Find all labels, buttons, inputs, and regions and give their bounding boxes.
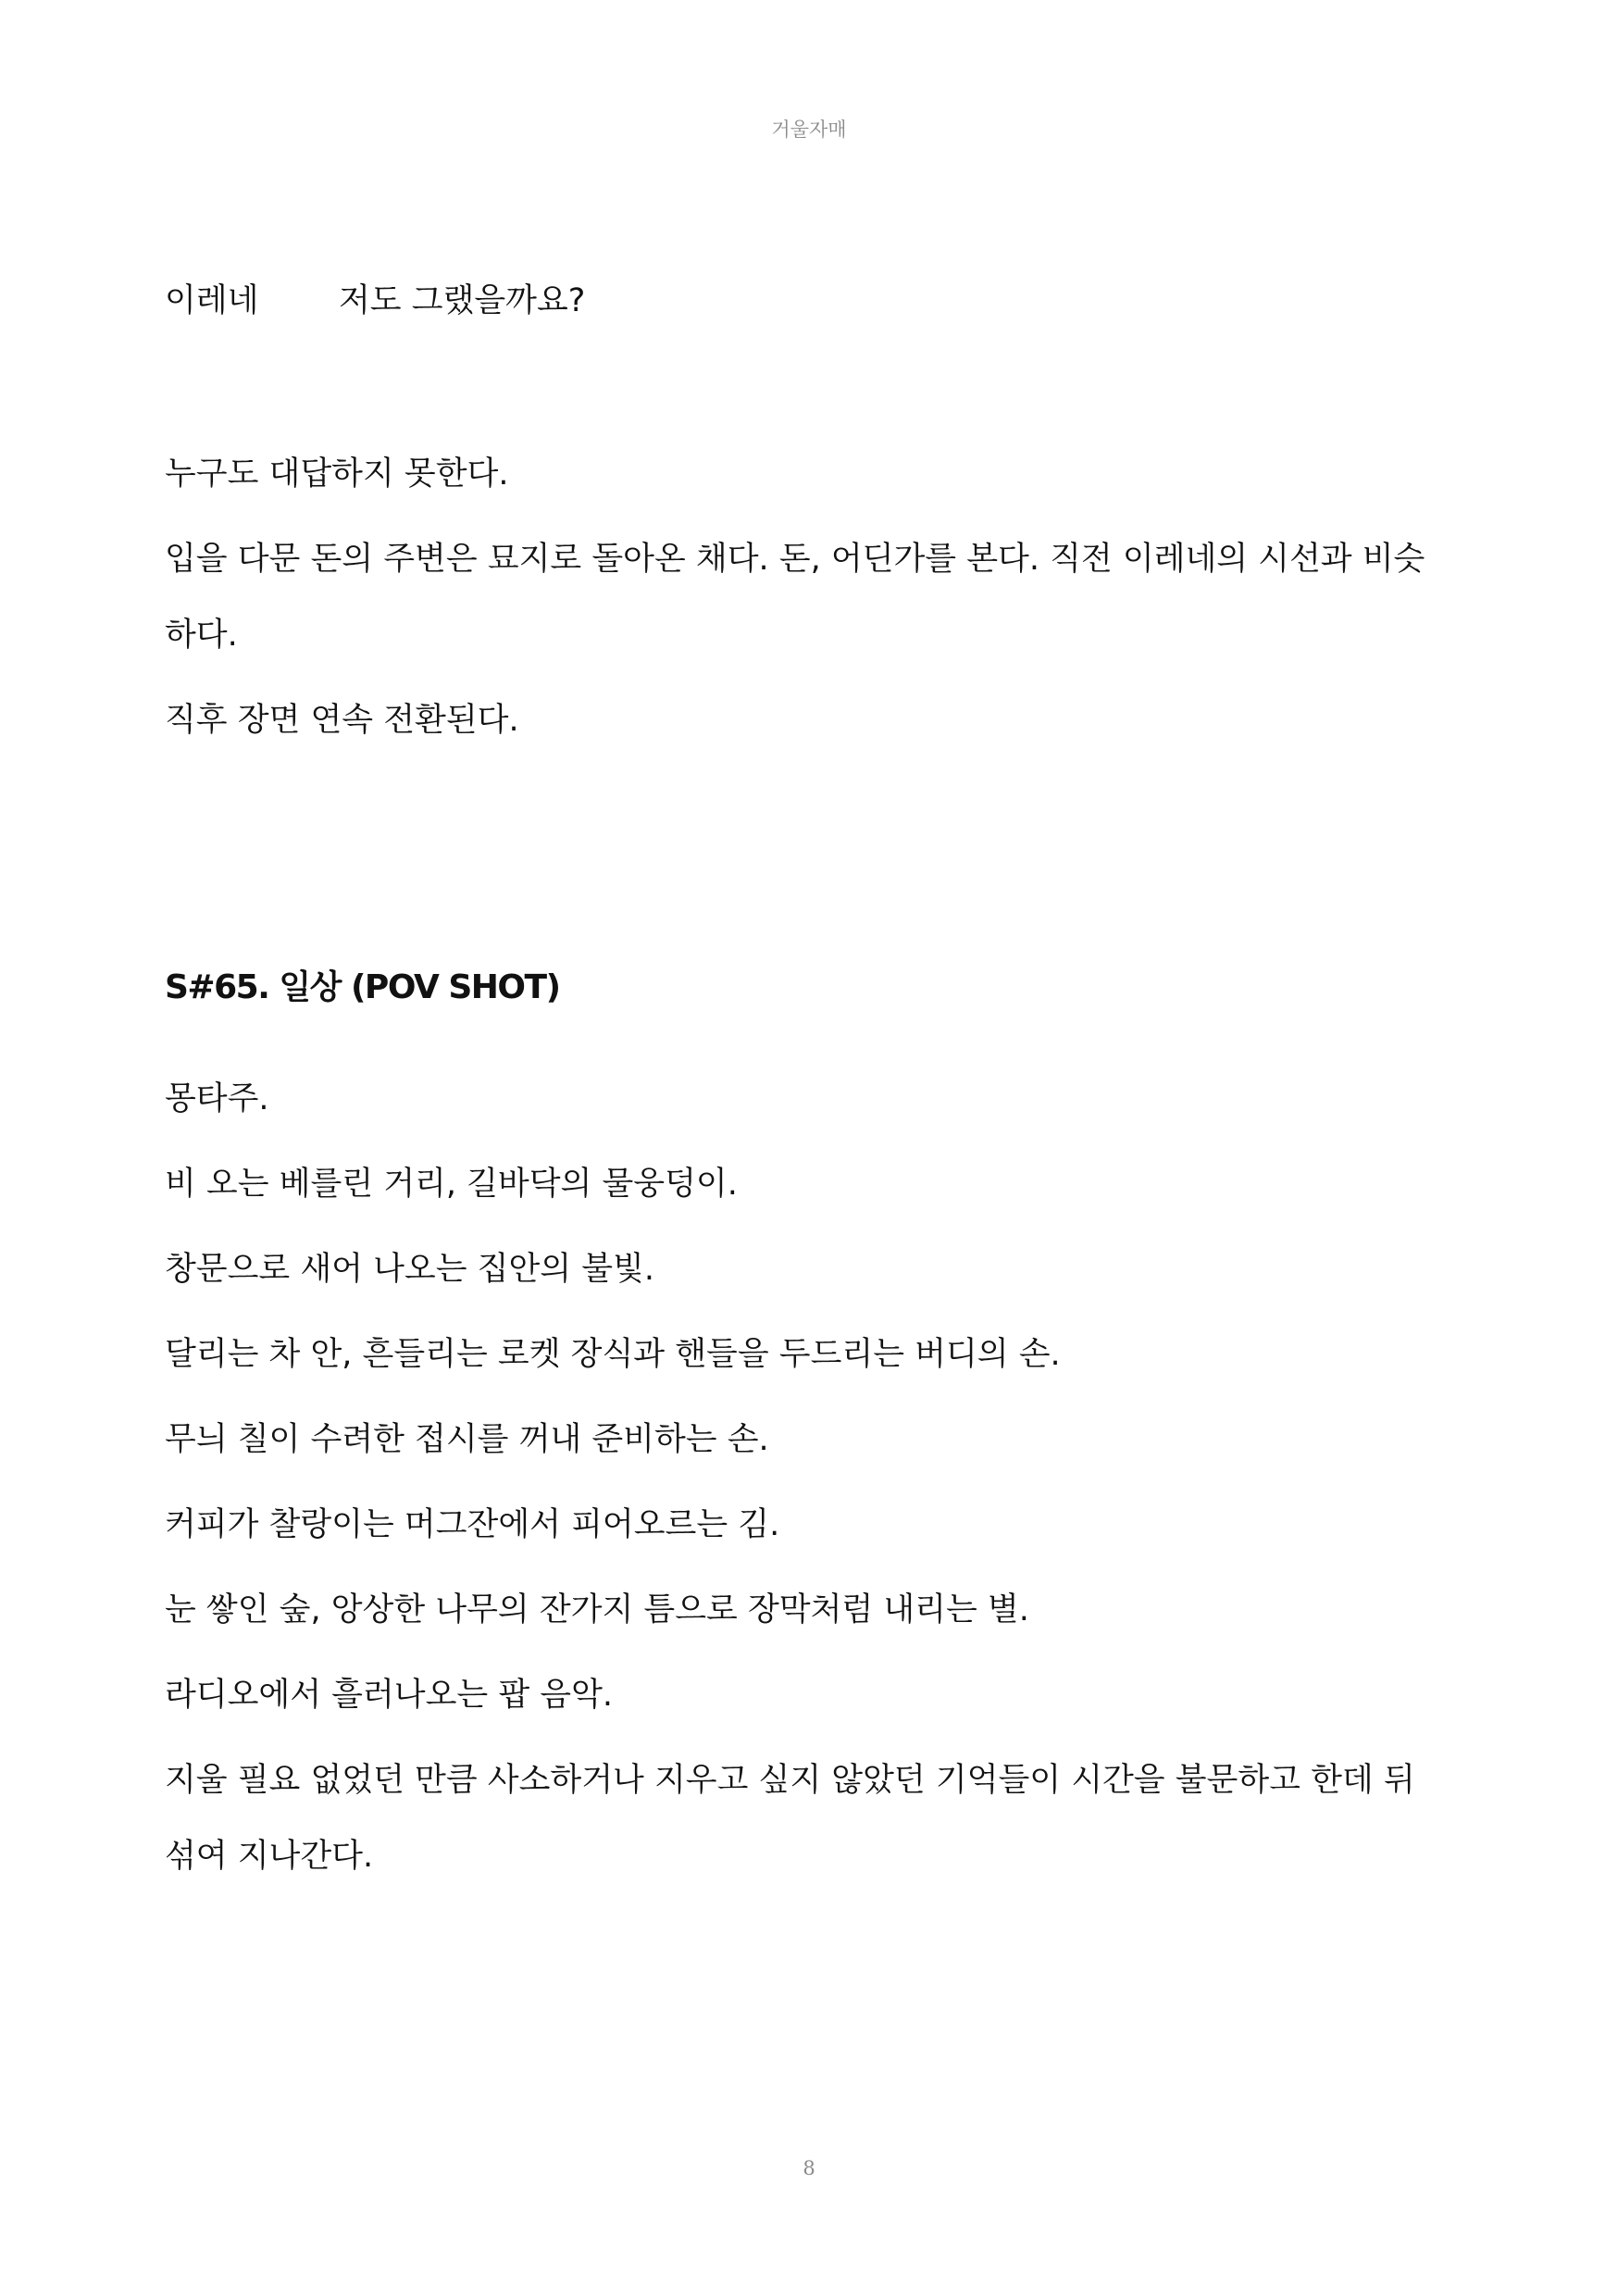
running-header-title: 거울자매 xyxy=(771,119,847,141)
action-line: 눈 쌓인 숲, 앙상한 나무의 잔가지 틈으로 장막처럼 내리는 별. xyxy=(165,1591,1029,1628)
action-line: 하다. xyxy=(165,617,238,654)
scene-heading: S#65. 일상 (POV SHOT) xyxy=(165,968,560,1006)
action-line: 몽타주. xyxy=(165,1080,269,1117)
action-line: 지울 필요 없었던 만큼 사소하거나 지우고 싶지 않았던 기억들이 시간을 불문하고 한데 뒤 xyxy=(165,1762,1415,1799)
dialogue-line: 저도 그랬을까요? xyxy=(339,282,586,319)
page-number: 8 xyxy=(803,2157,815,2179)
action-line: 섞여 지나간다. xyxy=(165,1838,374,1875)
dialogue-block xyxy=(165,281,585,321)
action-line: 무늬 칠이 수려한 접시를 꺼내 준비하는 손. xyxy=(165,1421,769,1458)
action-line: 비 오는 베를린 거리, 길바닥의 물웅덩이. xyxy=(165,1166,738,1203)
action-line: 직후 장면 연속 전환된다. xyxy=(165,702,519,739)
action-line: 누구도 대답하지 못한다. xyxy=(165,455,509,493)
dialogue-speaker: 이레네 xyxy=(165,282,259,319)
action-line: 커피가 찰랑이는 머그잔에서 피어오르는 김. xyxy=(165,1506,780,1543)
action-line: 창문으로 새어 나오는 집안의 불빛. xyxy=(165,1251,654,1288)
action-line: 라디오에서 흘러나오는 팝 음악. xyxy=(165,1677,614,1714)
action-line: 입을 다문 돈의 주변은 묘지로 돌아온 채다. 돈, 어딘가를 본다. 직전 이레네의 시선과 비슷 xyxy=(165,541,1425,578)
action-line: 달리는 차 안, 흔들리는 로켓 장식과 핸들을 두드리는 버디의 손. xyxy=(165,1336,1061,1373)
